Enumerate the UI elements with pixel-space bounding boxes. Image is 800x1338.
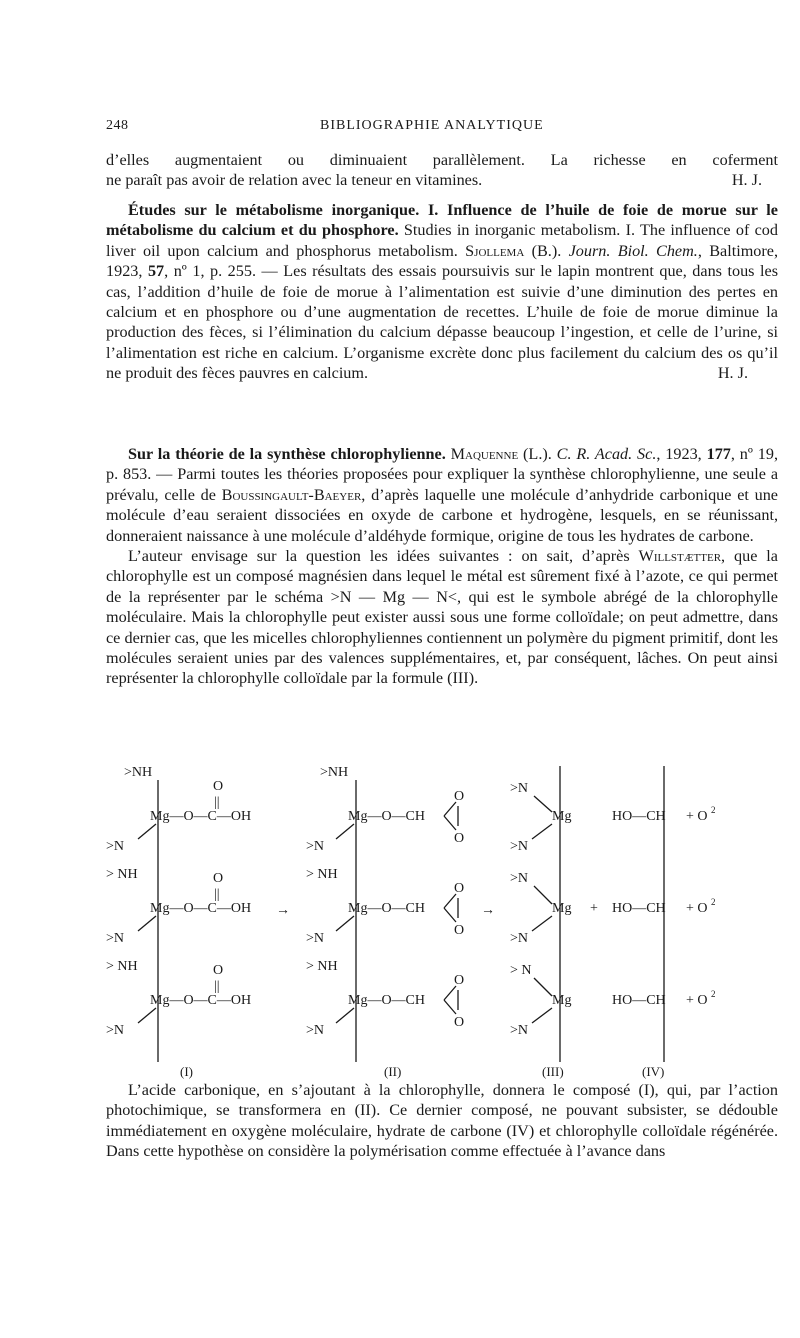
article-body: L’auteur envisage sur la question les idées suivantes : on sait, d’après	[128, 547, 639, 566]
oxygen-atom: O	[454, 973, 465, 988]
n-group: > N	[510, 963, 532, 978]
english-title: Studies in inorganic metabolism. I. The influence of cod liver oil upon calcium and phosphorus metabolism.	[106, 221, 778, 260]
oxygen-product: + O	[686, 993, 708, 1008]
n-mg-bond	[534, 796, 552, 812]
formula-label-IV: (IV)	[642, 1064, 665, 1079]
n-mg-bond	[534, 886, 552, 904]
formula-I	[106, 765, 251, 1079]
formula-svg	[106, 762, 778, 1080]
n-group: >N	[106, 931, 125, 946]
double-bond: ||	[214, 795, 220, 810]
text-line-with-signature	[106, 170, 778, 190]
n-group: >N	[306, 839, 325, 854]
mg-formic-group: Mg—O—CH	[348, 901, 426, 916]
journal-year: , 1923,	[656, 445, 707, 463]
nh-group: >NH	[320, 765, 349, 780]
mg-carbonic-group: Mg—O—C—OH	[150, 993, 252, 1008]
formula-IV	[612, 766, 716, 1079]
n-mg-bond	[336, 824, 354, 839]
journal-name: Journ. Biol. Chem.	[568, 241, 698, 260]
mg-carbonic-group: Mg—O—C—OH	[150, 809, 252, 824]
reference-info: , nº 1, p. 255. —	[164, 262, 284, 281]
n-mg-bond	[138, 916, 156, 931]
volume-number: 57	[147, 262, 165, 281]
n-group: >N	[510, 1023, 529, 1038]
formula-II	[306, 765, 464, 1079]
paragraph-continuation	[106, 150, 778, 191]
oxygen-atom: O	[454, 923, 465, 938]
formula-label-I: (I)	[180, 1064, 193, 1079]
paragraph-final	[106, 1080, 778, 1162]
page-header	[106, 118, 778, 140]
double-bond: ||	[214, 979, 220, 994]
article-paragraph	[106, 546, 778, 689]
double-bond: ||	[214, 887, 220, 902]
n-mg-bond	[138, 1008, 156, 1023]
article-metabolisme	[106, 200, 778, 384]
n-mg-bond	[336, 916, 354, 931]
reaction-arrow: →	[481, 903, 495, 918]
oxygen-atom: O	[213, 871, 224, 886]
chlorophyll-schema: >N — Mg — N<	[330, 587, 458, 606]
article-body: Les résultats des essais poursuivis sur le lapin montrent que, dans tous les cas, l’addition d’huile de foie de morue à l’alimentation est suivie d’une diminution des pertes en calcium et en phosphore ou d’une augmentation de recettes. L’huile de foie de morue diminue la production des fèces, si l’élimination du calcium dépasse beaucoup l’ingestion, et celle de l’urine, si l’alimentation est riche en calcium. L’organisme excrète donc plus facilement du calcium des os qu’il ne produit des fèces pauvres en calcium.	[106, 262, 778, 383]
reference-info: , nº 19, p. 853. —	[106, 445, 778, 484]
n-group: >N	[106, 1023, 125, 1038]
formula-label-II: (II)	[384, 1064, 402, 1079]
nh-group: > NH	[306, 867, 338, 882]
chemical-formula-figure	[106, 762, 778, 1080]
article-body: , d’après laquelle une molécule d’anhydride carbonique et une molécule d’eau seraient dissociées en oxyde de carbone et hydrogène, lesquels, en se réunissant, donneraient naissance à une molécule d’aldéhyde formique, origine de tous les hydrates de carbone.	[106, 485, 778, 545]
oxygen-atom: O	[454, 831, 465, 846]
n-mg-bond	[532, 1008, 552, 1023]
article-title: Sur la théorie de la synthèse chlorophylienne.	[128, 445, 446, 463]
epoxide-ring	[444, 802, 458, 830]
running-title: BIBLIOGRAPHIE ANALYTIQUE	[320, 118, 544, 133]
n-mg-bond	[336, 1008, 354, 1023]
journal-place: , Baltimore, 1923,	[106, 241, 778, 281]
n-mg-bond	[532, 916, 552, 931]
epoxide-ring	[444, 894, 458, 922]
nh-group: > NH	[306, 959, 338, 974]
author-name: Maquenne	[445, 445, 519, 463]
hydroxymethylene-group: HO—CH	[612, 993, 666, 1008]
oxygen-product: + O	[686, 809, 708, 824]
n-group: >N	[510, 839, 529, 854]
n-group: >N	[106, 839, 125, 854]
article-body: , que la chlorophylle est un composé magnésien dans lequel le métal est sûrement fixé à l’azote, ce qui permet de la représenter par le schéma	[106, 547, 778, 606]
n-mg-bond	[138, 824, 156, 839]
formula-III	[510, 766, 571, 1079]
page-number: 248	[106, 118, 129, 133]
cited-author: Willstætter	[638, 547, 722, 566]
mg-carbonic-group: Mg—O—C—OH	[150, 901, 252, 916]
text-line: d’elles augmentaient ou diminuaient parallèlement. La richesse en coferment	[106, 151, 778, 169]
nh-group: >NH	[124, 765, 153, 780]
volume-number: 177	[706, 445, 731, 463]
nh-group: > NH	[106, 959, 138, 974]
cited-author: Boussingault-Baeyer	[221, 485, 362, 504]
article-title: Études sur le métabolisme inorganique. I. Influence de l’huile de foie de morue sur le métabolisme du calcium et du phosphore.	[106, 201, 778, 240]
author-signature: H. J.	[731, 171, 762, 190]
magnesium-atom: Mg	[552, 901, 572, 916]
oxygen-atom: O	[454, 881, 465, 896]
n-mg-bond	[532, 824, 552, 839]
author-signature: H. J.	[717, 364, 748, 383]
article-body: Parmi toutes les théories proposées pour expliquer la synthèse chlorophylienne, une seule a prévalu, celle de	[106, 465, 779, 504]
subscript-two: 2	[711, 897, 716, 907]
plus-sign: +	[590, 901, 598, 916]
n-group: >N	[510, 931, 529, 946]
oxygen-atom: O	[213, 779, 224, 794]
n-group: >N	[306, 931, 325, 946]
n-group: >N	[306, 1023, 325, 1038]
reaction-arrow: →	[276, 903, 290, 918]
article-paragraph: L’acide carbonique, en s’ajoutant à la chlorophylle, donnera le composé (I), qui, par l’action photochimique, se transformera en (II). Ce dernier composé, ne pouvant subsister, se dédouble immédiatement en oxygène moléculaire, hydrate de carbone (IV) et chlorophylle colloïdale régénérée. Dans cette hypothèse on considère la polymérisation comme effectuée à l’avance dans	[106, 1081, 778, 1161]
article-text	[106, 200, 778, 384]
magnesium-atom: Mg	[552, 809, 572, 824]
magnesium-atom: Mg	[552, 993, 572, 1008]
hydroxymethylene-group: HO—CH	[612, 901, 666, 916]
author-name: Sjollema	[465, 241, 525, 260]
n-mg-bond	[534, 978, 552, 996]
oxygen-atom: O	[213, 963, 224, 978]
subscript-two: 2	[711, 805, 716, 815]
subscript-two: 2	[711, 989, 716, 999]
author-initial: (B.).	[524, 241, 569, 260]
journal-name: C. R. Acad. Sc.	[556, 445, 657, 463]
n-group: >N	[510, 871, 529, 886]
epoxide-ring	[444, 986, 458, 1014]
article-body: , qui est le symbole abrégé de la chlorophylle moléculaire. Mais la chlorophylle peut exister aussi sous une forme colloïdale; on peut admettre, dans ce dernier cas, que les micelles chlorophyliennes contiennent un polymère du pigment primitif, dont les molécules seraient unies par des valences supplémentaires, et, par conséquent, lâches. On peut ainsi représenter la chlorophylle colloïdale par la formule (III).	[106, 587, 778, 688]
author-initial: (L.).	[518, 445, 557, 463]
formula-label-III: (III)	[542, 1064, 564, 1079]
oxygen-atom: O	[454, 789, 465, 804]
text-line: ne paraît pas avoir de relation avec la teneur en vitamines.	[106, 171, 483, 190]
mg-formic-group: Mg—O—CH	[348, 809, 426, 824]
article-chlorophylle	[106, 444, 778, 689]
hydroxymethylene-group: HO—CH	[612, 809, 666, 824]
oxygen-product: + O	[686, 901, 708, 916]
mg-formic-group: Mg—O—CH	[348, 993, 426, 1008]
n-group: >N	[510, 781, 529, 796]
nh-group: > NH	[106, 867, 138, 882]
oxygen-atom: O	[454, 1015, 465, 1030]
article-text	[106, 444, 778, 546]
